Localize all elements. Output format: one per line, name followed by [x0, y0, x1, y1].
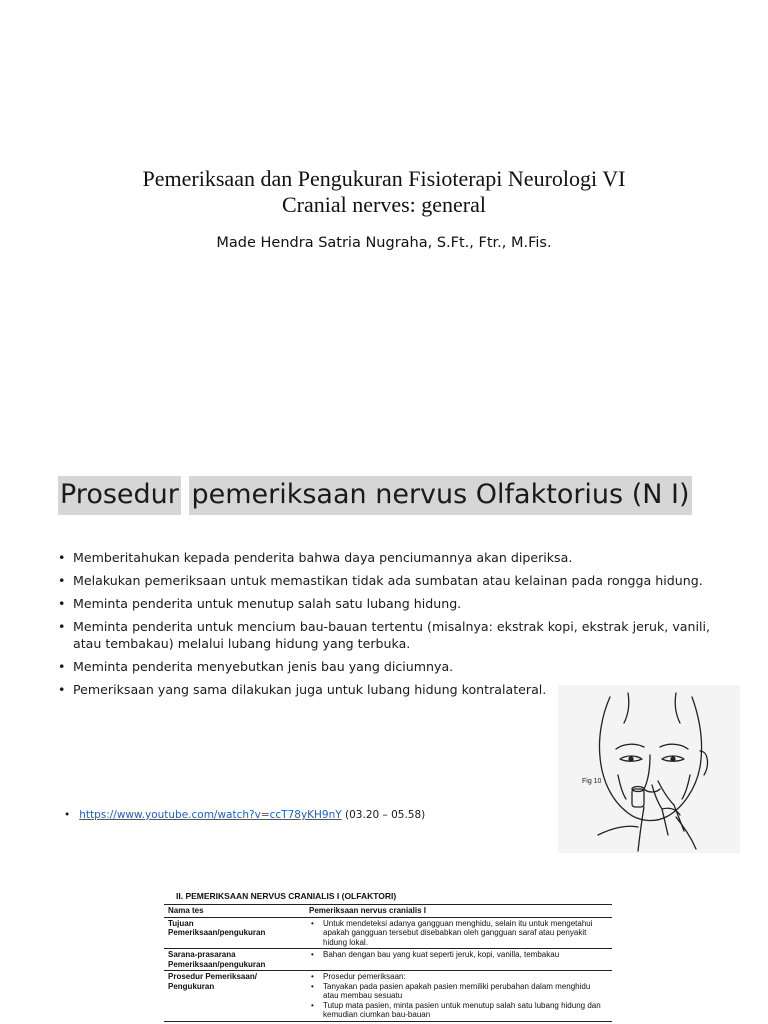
table-row	[164, 918, 612, 950]
title-slide	[0, 0, 768, 445]
exam-table	[164, 904, 612, 1022]
row-item: • Untuk mendeteksi adanya gangguan menghidu, selain itu untuk mengetahui apakah gangguan tersebut disebabkan oleh gangguan saraf atau penyakit hidung lokal.	[309, 919, 608, 948]
row-item: • Prosedur pemeriksaan:	[309, 972, 608, 982]
row-content	[297, 971, 612, 1021]
header-cell: Pemeriksaan nervus cranialis I	[309, 906, 426, 915]
bullet-item: • Meminta penderita untuk mencium bau-bauan tertentu (misalnya: ekstrak kopi, ekstrak jeruk, vanili, atau tembakau) melalui lubang hidung yang terbuka.	[58, 618, 710, 652]
title-highlighted-rest: pemeriksaan nervus Olfaktorius (N I)	[189, 476, 691, 515]
table-row	[164, 971, 612, 1022]
video-reference	[64, 809, 425, 821]
procedure-slide	[0, 445, 768, 1024]
presentation-title	[0, 166, 768, 218]
row-item: • Tutup mata pasien, minta pasien untuk menutup salah satu lubang hidung dan kemudian ciumkan bau-bauan	[309, 1001, 608, 1020]
olfactory-exam-illustration	[558, 685, 740, 853]
row-content	[297, 949, 612, 970]
row-label: Sarana-prasarana Pemeriksaan/pengukuran	[168, 950, 266, 969]
title-line-1: Pemeriksaan dan Pengukuran Fisioterapi Neurologi VI	[142, 166, 626, 191]
row-items	[309, 972, 608, 1020]
bullet-item: • Pemeriksaan yang sama dilakukan juga untuk lubang hidung kontralateral.	[58, 681, 563, 698]
author-name: Made Hendra Satria Nugraha, S.Ft., Ftr., M.Fis.	[216, 235, 552, 251]
slide-title	[58, 473, 692, 516]
row-item: • Bahan dengan bau yang kuat seperti jeruk, kopi, vanilla, tembakau	[309, 950, 608, 960]
row-label: Prosedur Pemeriksaan/ Pengukuran	[168, 972, 257, 991]
youtube-link[interactable]: https://www.youtube.com/watch?v=ccT78yKH9nY	[79, 809, 342, 821]
bullet-item: • Meminta penderita menyebutkan jenis bau yang diciumnya.	[58, 658, 563, 675]
table-header-row	[164, 905, 612, 918]
procedure-bullet-list	[58, 549, 710, 704]
row-items	[309, 950, 608, 960]
row-items	[309, 919, 608, 948]
link-bullet: •	[64, 809, 71, 821]
table-row	[164, 949, 612, 971]
row-item: • Tanyakan pada pasien apakah pasien memiliki perubahan dalam menghidu atau membau sesuatu	[309, 982, 608, 1001]
bullet-item: • Memberitahukan kepada penderita bahwa daya penciumannya akan diperiksa.	[58, 549, 710, 566]
row-content	[297, 918, 612, 949]
figure-label: Fig 10	[582, 778, 602, 785]
table-title: II. PEMERIKSAAN NERVUS CRANIALIS I (OLFAKTORI)	[176, 891, 397, 901]
header-cell: Nama tes	[168, 906, 204, 915]
bullet-item: • Melakukan pemeriksaan untuk memastikan tidak ada sumbatan atau kelainan pada rongga hidung.	[58, 572, 710, 589]
bullet-item: • Meminta penderita untuk menutup salah satu lubang hidung.	[58, 595, 710, 612]
title-line-2: Cranial nerves: general	[281, 192, 486, 217]
title-highlighted-word: Prosedur	[58, 476, 181, 515]
exam-table-block	[164, 892, 612, 1022]
video-timestamp: (03.20 – 05.58)	[345, 809, 426, 821]
row-label: Tujuan Pemeriksaan/pengukuran	[168, 918, 266, 937]
